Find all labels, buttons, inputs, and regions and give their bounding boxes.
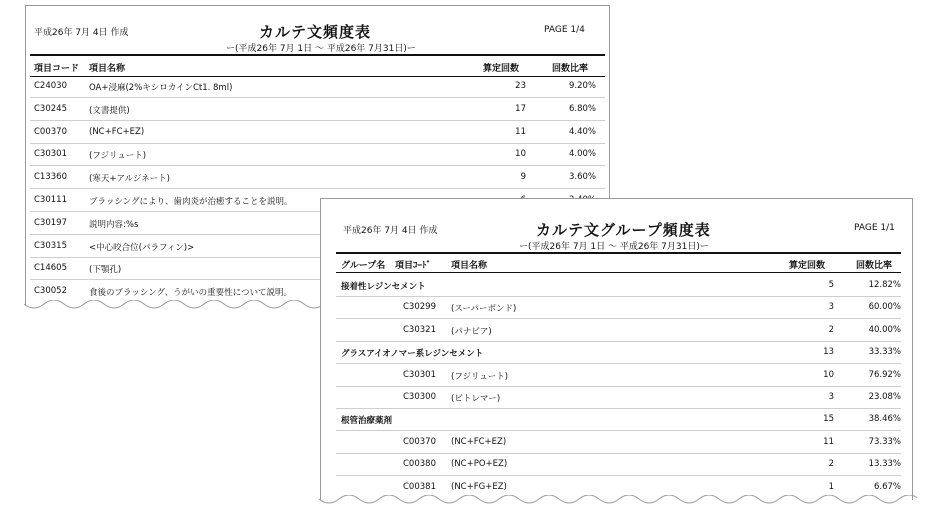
row-ratio: 3.60% [568,172,596,183]
row-separator [336,318,901,319]
row-name: <中心咬合位(パラフィン)> [89,242,195,253]
row-separator [336,386,901,387]
item-name: (NC+PO+EZ) [451,459,508,470]
item-count: 2 [828,324,834,335]
row-code: C30052 [34,286,67,297]
row-code: C30245 [34,103,67,114]
row-separator [30,143,605,144]
col-header-ratio: 回数比率 [856,261,893,271]
item-ratio: 6.67% [873,481,901,492]
row-name: (フジリュート) [89,151,147,162]
group-name: 根管治療薬剤 [341,416,393,427]
item-code: C30301 [403,369,436,380]
item-name: (フジリュート) [451,371,509,382]
report-date: 平成26年 7月 4日 作成 [343,226,438,236]
row-count: 10 [515,149,526,160]
col-header-ratio: 回数比率 [552,64,589,74]
row-separator [336,475,901,476]
row-code: C30111 [34,195,67,205]
row-separator [336,453,901,454]
item-name: (ビトレマー) [451,394,501,404]
item-ratio: 60.00% [868,302,901,313]
item-code: C00381 [403,481,436,492]
item-ratio: 13.33% [868,459,901,470]
row-code: C00370 [34,126,67,137]
group-ratio: 38.46% [868,414,901,425]
item-code: C00370 [403,436,436,447]
col-header-code: 項目ｺｰﾄﾞ [395,261,432,271]
item-count: 11 [823,436,834,447]
item-code: C30321 [403,324,436,335]
row-count: 17 [515,103,526,114]
page-number: PAGE 1/1 [854,223,895,233]
row-separator [336,341,901,342]
row-separator [30,188,605,189]
item-code: C00380 [403,459,436,470]
report-period: ー(平成26年 7月 1日 ～ 平成26年 7月31日)ー [519,242,709,252]
item-name: (NC+FC+EZ) [451,436,507,447]
item-name: (NC+FG+EZ) [451,481,507,492]
group-count: 15 [823,414,834,425]
report-title: カルテ文グループ頻度表 [536,221,711,239]
item-ratio: 73.33% [868,436,901,447]
row-separator [336,296,901,297]
col-header-count: 算定回数 [483,64,520,74]
header-bottom-rule [30,76,605,77]
group-count: 13 [823,347,834,358]
row-name: OA+浸麻(2%キシロカインCt1. 8ml) [89,83,233,93]
page-number: PAGE 1/4 [544,25,585,35]
row-code: C30301 [34,149,67,160]
row-ratio: 9.20% [568,81,596,91]
report-period: ー(平成26年 7月 1日 ～ 平成26年 7月31日)ー [226,44,416,54]
row-name: ブラッシングにより、歯肉炎が治癒することを説明。 [89,197,293,207]
row-name: (文書提供) [89,105,130,116]
row-ratio: 6.80% [568,103,596,114]
col-header-count: 算定回数 [789,261,826,271]
header-top-rule [30,54,605,56]
row-separator [336,363,901,364]
row-count: 23 [515,81,526,91]
group-ratio: 12.82% [868,280,901,290]
row-ratio: 4.00% [568,149,596,160]
col-header-name: 項目名称 [89,64,126,74]
report-date: 平成26年 7月 4日 作成 [34,28,129,38]
group-count: 5 [828,280,834,290]
group-frequency-report-sheet [320,198,913,500]
row-separator [30,120,605,121]
row-code: C14605 [34,263,67,274]
row-code: C30315 [34,240,67,251]
item-ratio: 23.08% [868,392,901,402]
group-name: 接着性レジンセメント [341,282,426,292]
row-count: 11 [515,126,526,137]
row-separator [336,430,901,431]
torn-edge [319,495,917,507]
item-code: C30300 [403,392,436,402]
item-count: 1 [828,481,834,492]
row-code: C13360 [34,172,67,183]
row-ratio: 4.40% [568,126,596,137]
item-name: (スーパーボンド) [451,304,517,315]
item-count: 3 [828,392,834,402]
header-top-rule [336,252,901,254]
col-header-name: 項目名称 [451,261,488,271]
col-header-code: 項目コード [34,64,80,74]
item-count: 2 [828,459,834,470]
group-ratio: 33.33% [868,347,901,358]
item-ratio: 76.92% [868,369,901,380]
row-separator [30,165,605,166]
row-count: 9 [520,172,526,183]
row-name: (下顎孔) [89,265,122,276]
item-name: (パナビア) [451,326,492,337]
row-name: (寒天+アルジネート) [89,174,170,185]
group-name: グラスアイオノマー系レジンセメント [341,349,484,360]
item-count: 3 [828,302,834,313]
row-separator [30,97,605,98]
item-ratio: 40.00% [868,324,901,335]
row-code: C24030 [34,81,67,91]
item-code: C30299 [403,302,436,313]
col-header-group: グループ名 [341,261,386,271]
row-code: C30197 [34,217,67,228]
row-name: 説明内容:%s [89,219,139,230]
row-name: (NC+FC+EZ) [89,126,145,137]
header-bottom-rule [336,272,901,273]
row-separator [336,408,901,409]
item-count: 10 [823,369,834,380]
row-name: 食後のブラッシング、うがいの重要性について説明。 [89,288,292,299]
report-title: カルテ文頻度表 [259,23,372,41]
